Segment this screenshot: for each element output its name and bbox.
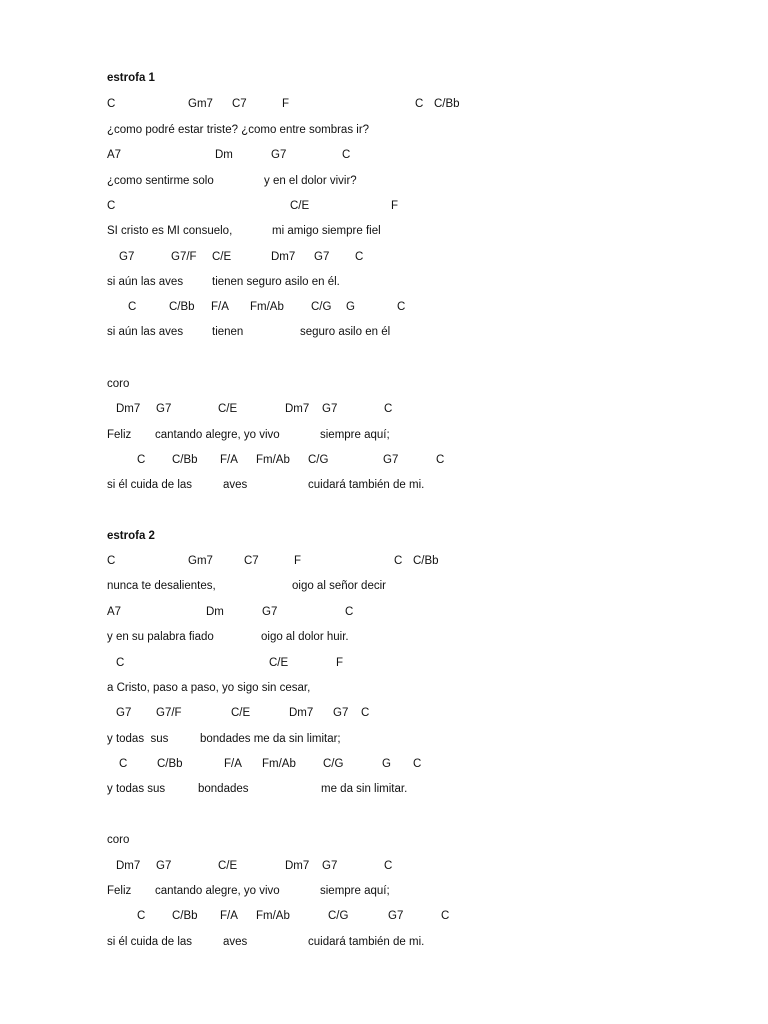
chord: C <box>355 251 364 263</box>
chord: G7/F <box>156 707 182 719</box>
lyric-fragment: aves <box>223 936 248 948</box>
chord: Fm/Ab <box>256 454 290 466</box>
lyric-line: ¿como podré estar triste? ¿como entre sombras ir? <box>107 124 370 136</box>
lyric-fragment: aves <box>223 479 248 491</box>
chord: Dm7 <box>116 860 141 872</box>
chord: F <box>336 657 344 669</box>
chord: C <box>384 860 393 872</box>
chord: G <box>346 301 355 313</box>
chord: C <box>137 454 146 466</box>
lyric-fragment: ¿como sentirme solo <box>107 175 214 187</box>
chord: F/A <box>224 758 242 770</box>
chord: C <box>441 910 450 922</box>
lyric-fragment: nunca te desalientes, <box>107 580 216 592</box>
chord: C <box>384 403 393 415</box>
chord: C/G <box>311 301 332 313</box>
chord: C <box>361 707 370 719</box>
lyric-fragment: Feliz <box>107 429 132 441</box>
lyric-fragment: SI cristo es MI consuelo, <box>107 225 233 237</box>
chord: G7/F <box>171 251 197 263</box>
chord: G7 <box>333 707 349 719</box>
chord: C <box>413 758 422 770</box>
chord: F/A <box>220 910 238 922</box>
chord: C/Bb <box>172 910 198 922</box>
chord: C/E <box>269 657 289 669</box>
chord: A7 <box>107 149 122 161</box>
chord: F <box>294 555 302 567</box>
section-heading-estrofa-2: estrofa 2 <box>107 530 155 542</box>
lyric-fragment: siempre aquí; <box>320 429 390 441</box>
lyric-fragment: bondades me da sin limitar; <box>200 733 341 745</box>
chord: G7 <box>156 860 172 872</box>
chord: Gm7 <box>188 98 213 110</box>
chord: C/Bb <box>434 98 460 110</box>
chord: C <box>342 149 351 161</box>
lyric-fragment: seguro asilo en él <box>300 326 391 338</box>
chord: Dm7 <box>289 707 314 719</box>
lyric-fragment: si aún las aves <box>107 326 184 338</box>
chord: C/E <box>218 403 238 415</box>
chord: G <box>382 758 391 770</box>
chord: Gm7 <box>188 555 213 567</box>
chord: C/Bb <box>172 454 198 466</box>
chord: C <box>107 98 116 110</box>
chord: G7 <box>322 860 338 872</box>
lyric-fragment: y en el dolor vivir? <box>264 175 357 187</box>
lyric-fragment: tienen <box>212 326 244 338</box>
chord: G7 <box>383 454 399 466</box>
chord: F/A <box>220 454 238 466</box>
lyric-fragment: oigo al dolor huir. <box>261 631 349 643</box>
lyric-fragment: bondades <box>198 783 249 795</box>
chord: C <box>128 301 137 313</box>
chord: F <box>391 200 399 212</box>
lyric-fragment: y todas sus <box>107 733 169 745</box>
chord: G7 <box>314 251 330 263</box>
lyric-fragment: cuidará también de mi. <box>308 479 425 491</box>
lyric-fragment: cantando alegre, yo vivo <box>155 885 280 897</box>
chord: C7 <box>244 555 259 567</box>
lyric-line: a Cristo, paso a paso, yo sigo sin cesar, <box>107 682 311 694</box>
chord: Dm7 <box>285 860 310 872</box>
lyric-fragment: siempre aquí; <box>320 885 390 897</box>
chord: G7 <box>322 403 338 415</box>
chord: C <box>107 555 116 567</box>
lyric-fragment: cantando alegre, yo vivo <box>155 429 280 441</box>
chord: Dm7 <box>116 403 141 415</box>
chord: Dm <box>215 149 233 161</box>
lyric-fragment: Feliz <box>107 885 132 897</box>
chord: C/E <box>290 200 310 212</box>
chord: Dm7 <box>271 251 296 263</box>
chord: G7 <box>119 251 135 263</box>
chord: C <box>397 301 406 313</box>
lyric-fragment: si él cuida de las <box>107 479 193 491</box>
chord: Fm/Ab <box>250 301 284 313</box>
chord: C <box>394 555 403 567</box>
lyric-fragment: y en su palabra fiado <box>107 631 214 643</box>
section-heading-coro: coro <box>107 834 130 846</box>
lyric-fragment: oigo al señor decir <box>292 580 386 592</box>
lyric-fragment: mi amigo siempre fiel <box>272 225 381 237</box>
chord: C/G <box>308 454 329 466</box>
lyric-fragment: y todas sus <box>107 783 166 795</box>
lyric-fragment: si él cuida de las <box>107 936 193 948</box>
chord: C/E <box>212 251 232 263</box>
chord: C <box>107 200 116 212</box>
chord: C <box>436 454 445 466</box>
lyric-fragment: me da sin limitar. <box>321 783 408 795</box>
chord: G7 <box>262 606 278 618</box>
chord: G7 <box>388 910 404 922</box>
lyric-fragment: si aún las aves <box>107 276 184 288</box>
chord: F <box>282 98 290 110</box>
chord: C/Bb <box>157 758 183 770</box>
chord: F/A <box>211 301 229 313</box>
chord: C/E <box>231 707 251 719</box>
chord: C/Bb <box>169 301 195 313</box>
chord: C <box>345 606 354 618</box>
chord: Fm/Ab <box>256 910 290 922</box>
chord: C/E <box>218 860 238 872</box>
section-heading-estrofa-1: estrofa 1 <box>107 72 155 84</box>
lyric-fragment: cuidará también de mi. <box>308 936 425 948</box>
chord: G7 <box>156 403 172 415</box>
chord: C/G <box>328 910 349 922</box>
lyric-fragment: tienen seguro asilo en él. <box>212 276 340 288</box>
chord: C <box>116 657 125 669</box>
chord: G7 <box>271 149 287 161</box>
chord: Dm7 <box>285 403 310 415</box>
chord: C/G <box>323 758 344 770</box>
chord: G7 <box>116 707 132 719</box>
chord: C7 <box>232 98 247 110</box>
chord: C/Bb <box>413 555 439 567</box>
chord: C <box>119 758 128 770</box>
section-heading-coro: coro <box>107 378 130 390</box>
chord: Dm <box>206 606 224 618</box>
chord: Fm/Ab <box>262 758 296 770</box>
chord: C <box>415 98 424 110</box>
chord: A7 <box>107 606 122 618</box>
chord: C <box>137 910 146 922</box>
